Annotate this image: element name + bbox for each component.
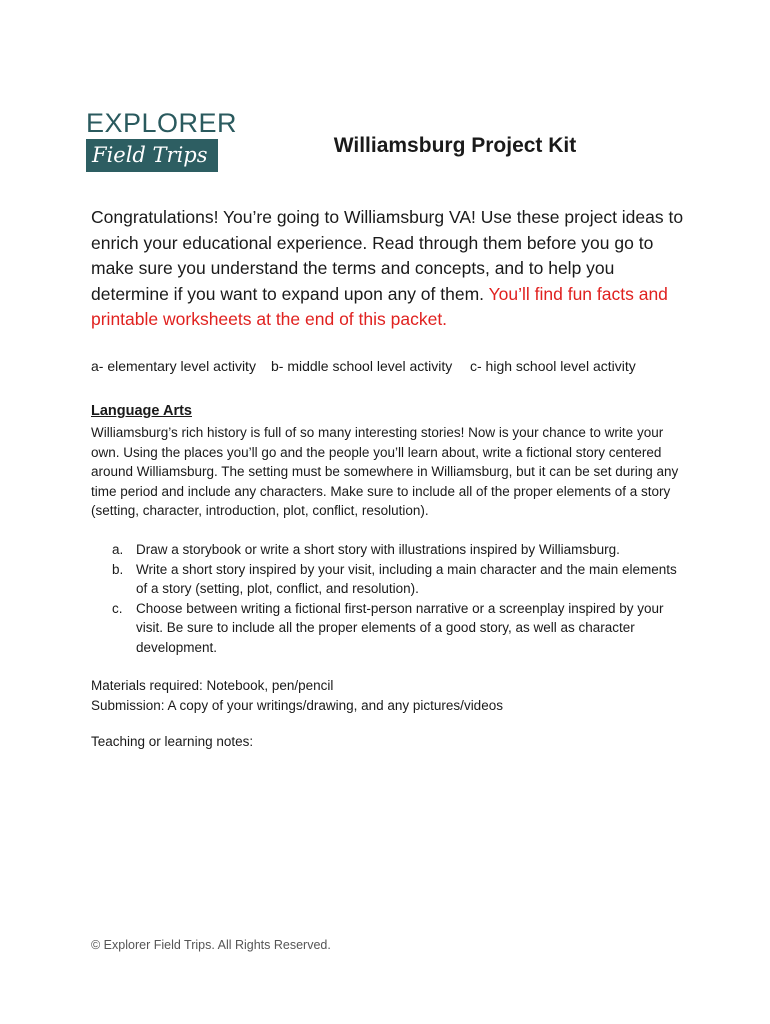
level-c-label: c- high school level activity [470, 358, 636, 374]
intro-paragraph [91, 205, 691, 333]
page-title: Williamsburg Project Kit [333, 134, 577, 157]
activity-level-legend [91, 358, 636, 374]
activity-text: Choose between writing a fictional first-person narrative or a screenplay inspired by your visit. Be sure to include all the proper elements of a good story, as well as character development. [136, 600, 664, 655]
copyright-footer: © Explorer Field Trips. All Rights Reserved. [91, 938, 331, 952]
section-body: Williamsburg’s rich history is full of so many interesting stories! Now is your chance to write your own. Using the places you’ll go and the people you’ll learn about, write a fictional story centered around Williamsburg. The setting must be somewhere in Williamsburg, but it can be set during any time period and include any characters. Make sure to include all of the proper elements of a story (setting, character, introduction, plot, conflict, resolution). [91, 425, 679, 518]
activity-item-b [112, 560, 687, 599]
activity-list [112, 540, 687, 657]
logo-wordmark-bottom: Field Trips [86, 139, 218, 172]
activity-item-a [112, 540, 687, 560]
teaching-notes-label: Teaching or learning notes: [91, 734, 254, 749]
materials-block [91, 676, 503, 715]
activity-text: Write a short story inspired by your visit, including a main character and the main elements of a story (setting, plot, conflict, and resolution). [136, 561, 677, 596]
level-b-label: b- middle school level activity [271, 358, 453, 374]
materials-required: Materials required: Notebook, pen/pencil [91, 678, 334, 693]
activity-text: Draw a storybook or write a short story with illustrations inspired by Williamsburg. [136, 542, 620, 557]
logo-wordmark-top: EXPLORER [86, 108, 238, 138]
activity-marker: a. [112, 542, 124, 557]
activity-marker: c. [112, 600, 123, 616]
level-a-label: a- elementary level activity [91, 358, 256, 374]
activity-marker: b. [112, 561, 124, 577]
activity-item-c [112, 599, 687, 658]
intro-text: Congratulations! You’re going to Williamsburg VA! Use these project ideas to enrich your educational experience. Read through them before you go to make sure you understand the terms and concepts, and to help you determine if you want to expand upon any of them. [91, 207, 684, 304]
section-heading: Language Arts [91, 403, 192, 419]
submission-requirements: Submission: A copy of your writings/drawing, and any pictures/videos [91, 697, 503, 713]
intro-highlight: You’ll find fun facts and printable worksheets at the end of this packet. [91, 283, 668, 329]
